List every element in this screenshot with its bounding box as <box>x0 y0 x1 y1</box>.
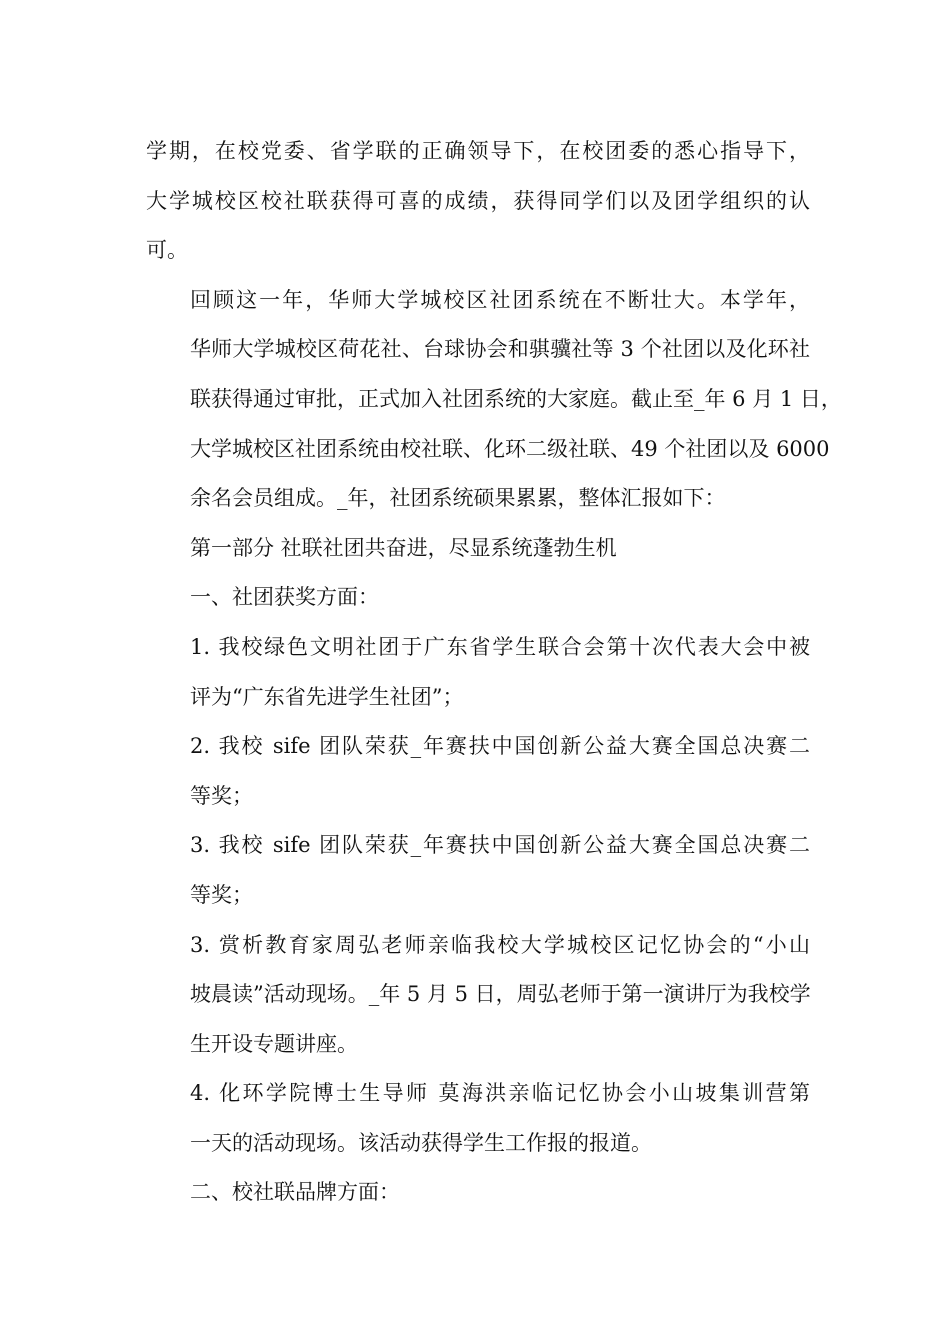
text-line: 二、校社联品牌方面： <box>190 1180 400 1205</box>
paragraph <box>146 1069 810 1168</box>
text-line: 回顾这一年，华师大学城校区社团系统在不断壮大。本学年， <box>190 287 810 312</box>
text-line: 等奖； <box>190 882 253 907</box>
text-line: 学期，在校党委、省学联的正确领导下，在校团委的悉心指导下， <box>146 139 810 163</box>
paragraph <box>146 821 810 920</box>
text-line: 大学城校区社团系统由校社联、化环二级社联、49 个社团以及 6000 <box>190 436 830 461</box>
text-line: 一天的活动现场。该活动获得学生工作报的报道。 <box>190 1130 652 1155</box>
text-line: 1. 我校绿色文明社团于广东省学生联合会第十次代表大会中被 <box>190 634 810 659</box>
text-line: 第一部分 社联社团共奋进，尽显系统蓬勃生机 <box>190 535 617 560</box>
paragraph <box>146 722 810 821</box>
paragraph <box>146 276 842 524</box>
text-line: 坡晨读”活动现场。_年 5 月 5 日，周弘老师于第一演讲厅为我校学 <box>190 982 811 1007</box>
paragraph <box>146 1168 810 1218</box>
text-line: 4. 化环学院博士生导师 莫海洪亲临记忆协会小山坡集训营第 <box>190 1081 810 1106</box>
paragraph <box>146 127 810 276</box>
text-line: 3. 赏析教育家周弘老师亲临我校大学城校区记忆协会的“小山 <box>190 932 810 957</box>
text-line: 余名会员组成。_年，社团系统硕果累累，整体汇报如下： <box>190 486 726 511</box>
text-line: 联获得通过审批，正式加入社团系统的大家庭。截止至_年 6 月 1 日， <box>190 386 842 411</box>
paragraph <box>146 524 810 574</box>
text-line: 2. 我校 sife 团队荣获_年赛扶中国创新公益大赛全国总决赛二 <box>190 734 810 759</box>
text-line: 一、社团获奖方面： <box>190 585 379 610</box>
text-line: 等奖； <box>190 783 253 808</box>
document-body <box>146 127 842 1218</box>
text-line: 生开设专题讲座。 <box>190 1031 358 1056</box>
text-line: 华师大学城校区荷花社、台球协会和骐骥社等 3 个社团以及化环社 <box>190 337 810 362</box>
text-line: 大学城校区校社联获得可喜的成绩，获得同学们以及团学组织的认 <box>146 188 810 213</box>
paragraph <box>146 573 810 623</box>
paragraph <box>146 623 810 722</box>
paragraph <box>146 921 810 1070</box>
text-line: 评为“广东省先进学生社团”； <box>190 684 464 709</box>
text-line: 3. 我校 sife 团队荣获_年赛扶中国创新公益大赛全国总决赛二 <box>190 833 810 858</box>
text-line: 可。 <box>146 238 188 263</box>
